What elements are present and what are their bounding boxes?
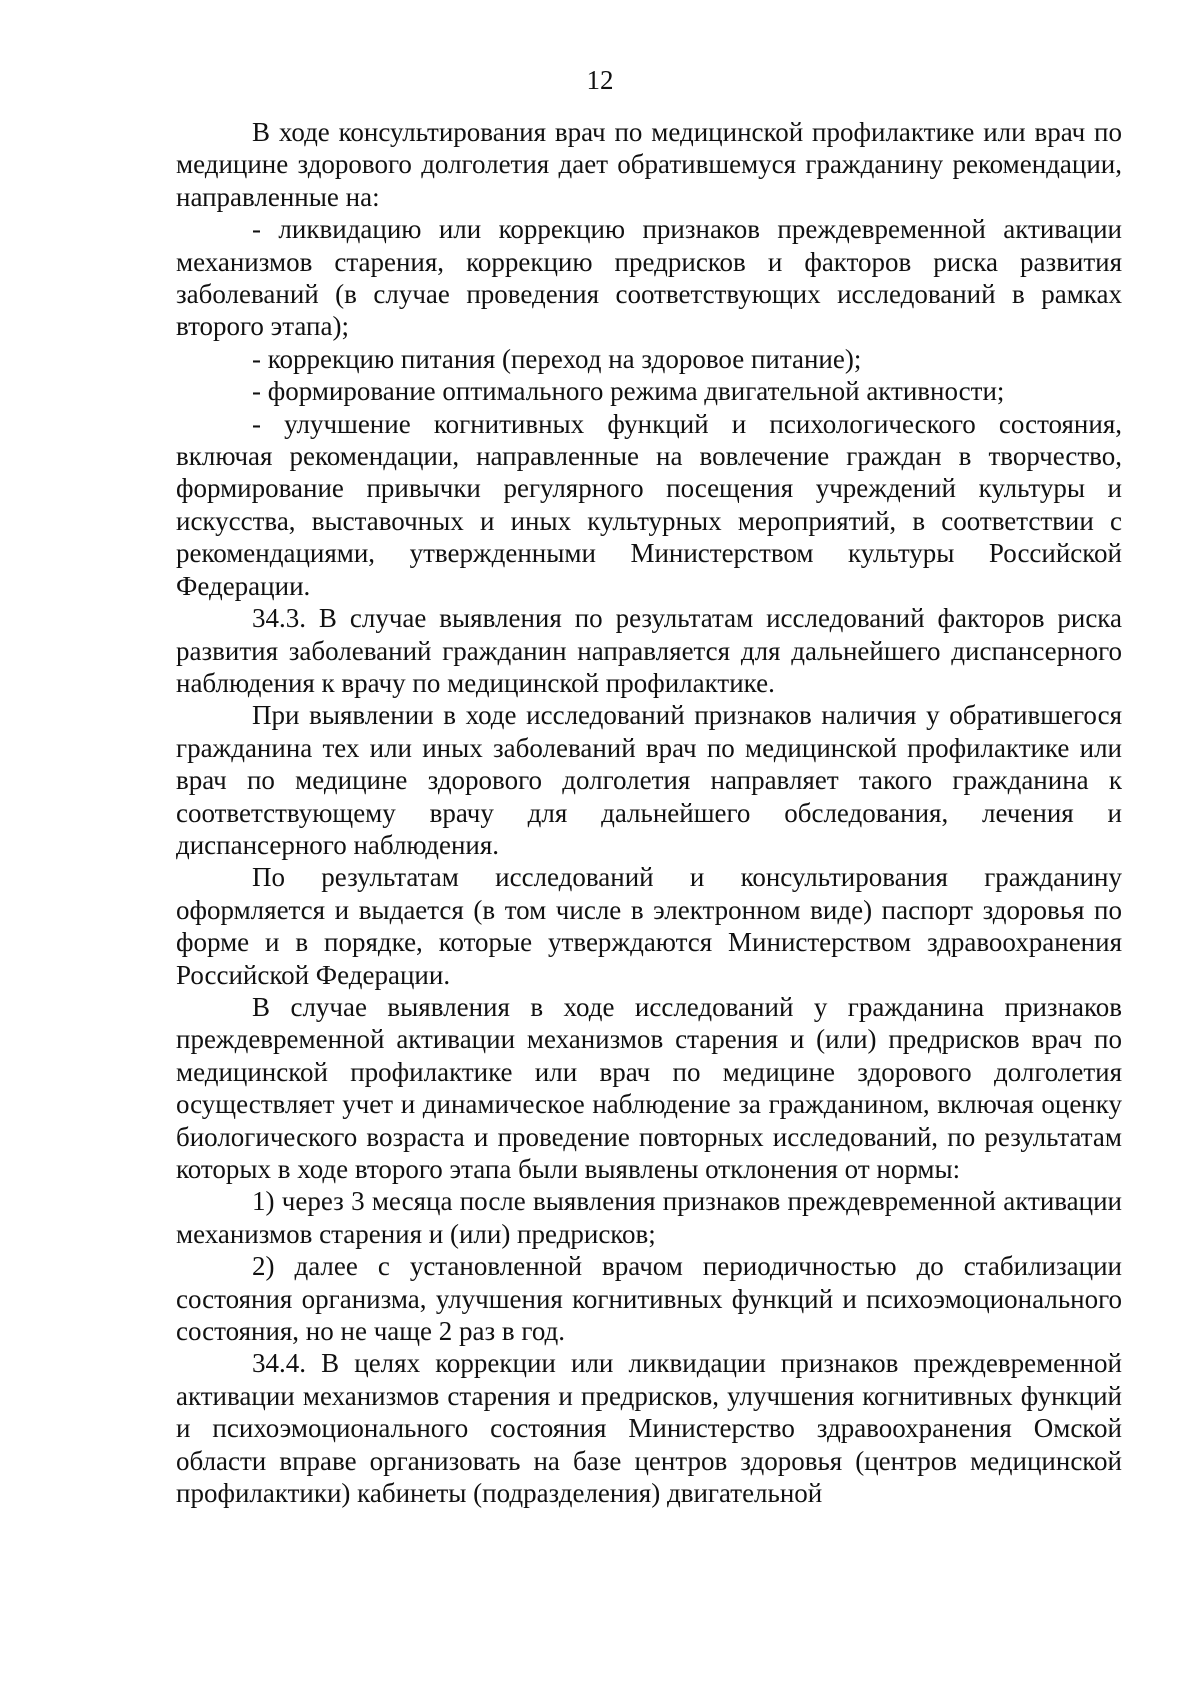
paragraph-disease-referral: При выявлении в ходе исследований признаков наличия у обратившегося гражданина тех или иных заболеваний врач по медицинской профилактике или врач по медицине здорового долголетия направляет такого гражданина к соответствующему врачу для дальнейшего обследования, лечения и диспансерного наблюдения. bbox=[176, 700, 1122, 860]
list-item-periodicity: 2) далее с установленной врачом периодичностью до стабилизации состояния организма, улучшения когнитивных функций и психоэмоционального состояния, но не чаще 2 раз в год. bbox=[176, 1251, 1122, 1347]
paragraph-consultation-intro: В ходе консультирования врач по медицинской профилактике или врач по медицине здорового долголетия дает обратившемуся гражданину рекомендации, направленные на: bbox=[176, 117, 1122, 212]
list-item-physical-activity: - формирование оптимального режима двигательной активности; bbox=[252, 376, 1005, 407]
paragraph-dynamic-observation: В случае выявления в ходе исследований у гражданина признаков преждевременной активации механизмов старения и (или) предрисков врач по медицинской профилактике или врач по медицине здорового долголетия осуществляет учет и динамическое наблюдение за гражданином, включая оценку биологического возраста и проведение повторных исследований, по результатам которых в ходе второго этапа были выявлены отклонения от нормы: bbox=[176, 991, 1122, 1184]
list-item-aging-correction: - ликвидацию или коррекцию признаков преждевременной активации механизмов старения, коррекцию предрисков и факторов риска развития заболеваний (в случае проведения соответствующих исследований в рамках второго этапа); bbox=[176, 214, 1122, 342]
page-number: 12 bbox=[586, 65, 614, 95]
list-item-cognitive-functions: - улучшение когнитивных функций и психологического состояния, включая рекомендации, направленные на вовлечение граждан в творчество, формирование привычки регулярного посещения учреждений культуры и искусства, выставочных и иных культурных мероприятий, в соответствии с рекомендациями, утвержденными Министерством культуры Российской Федерации. bbox=[176, 408, 1122, 601]
list-item-three-months: 1) через 3 месяца после выявления признаков преждевременной активации механизмов старения и (или) предрисков; bbox=[176, 1186, 1122, 1249]
paragraph-health-passport: По результатам исследований и консультирования гражданину оформляется и выдается (в том числе в электронном виде) паспорт здоровья по форме и в порядке, которые утверждаются Министерством здравоохранения Российской Федерации. bbox=[176, 862, 1122, 990]
document-body bbox=[176, 116, 1122, 1509]
paragraph-34-4: 34.4. В целях коррекции или ликвидации признаков преждевременной активации механизмов старения и предрисков, улучшения когнитивных функций и психоэмоционального состояния Министерство здравоохранения Омской области вправе организовать на базе центров здоровья (центров медицинской профилактики) кабинеты (подразделения) двигательной bbox=[176, 1348, 1122, 1509]
paragraph-34-3: 34.3. В случае выявления по результатам исследований факторов риска развития заболеваний гражданин направляется для дальнейшего диспансерного наблюдения к врачу по медицинской профилактике. bbox=[176, 603, 1122, 698]
list-item-nutrition: - коррекцию питания (переход на здоровое питание); bbox=[252, 343, 862, 374]
